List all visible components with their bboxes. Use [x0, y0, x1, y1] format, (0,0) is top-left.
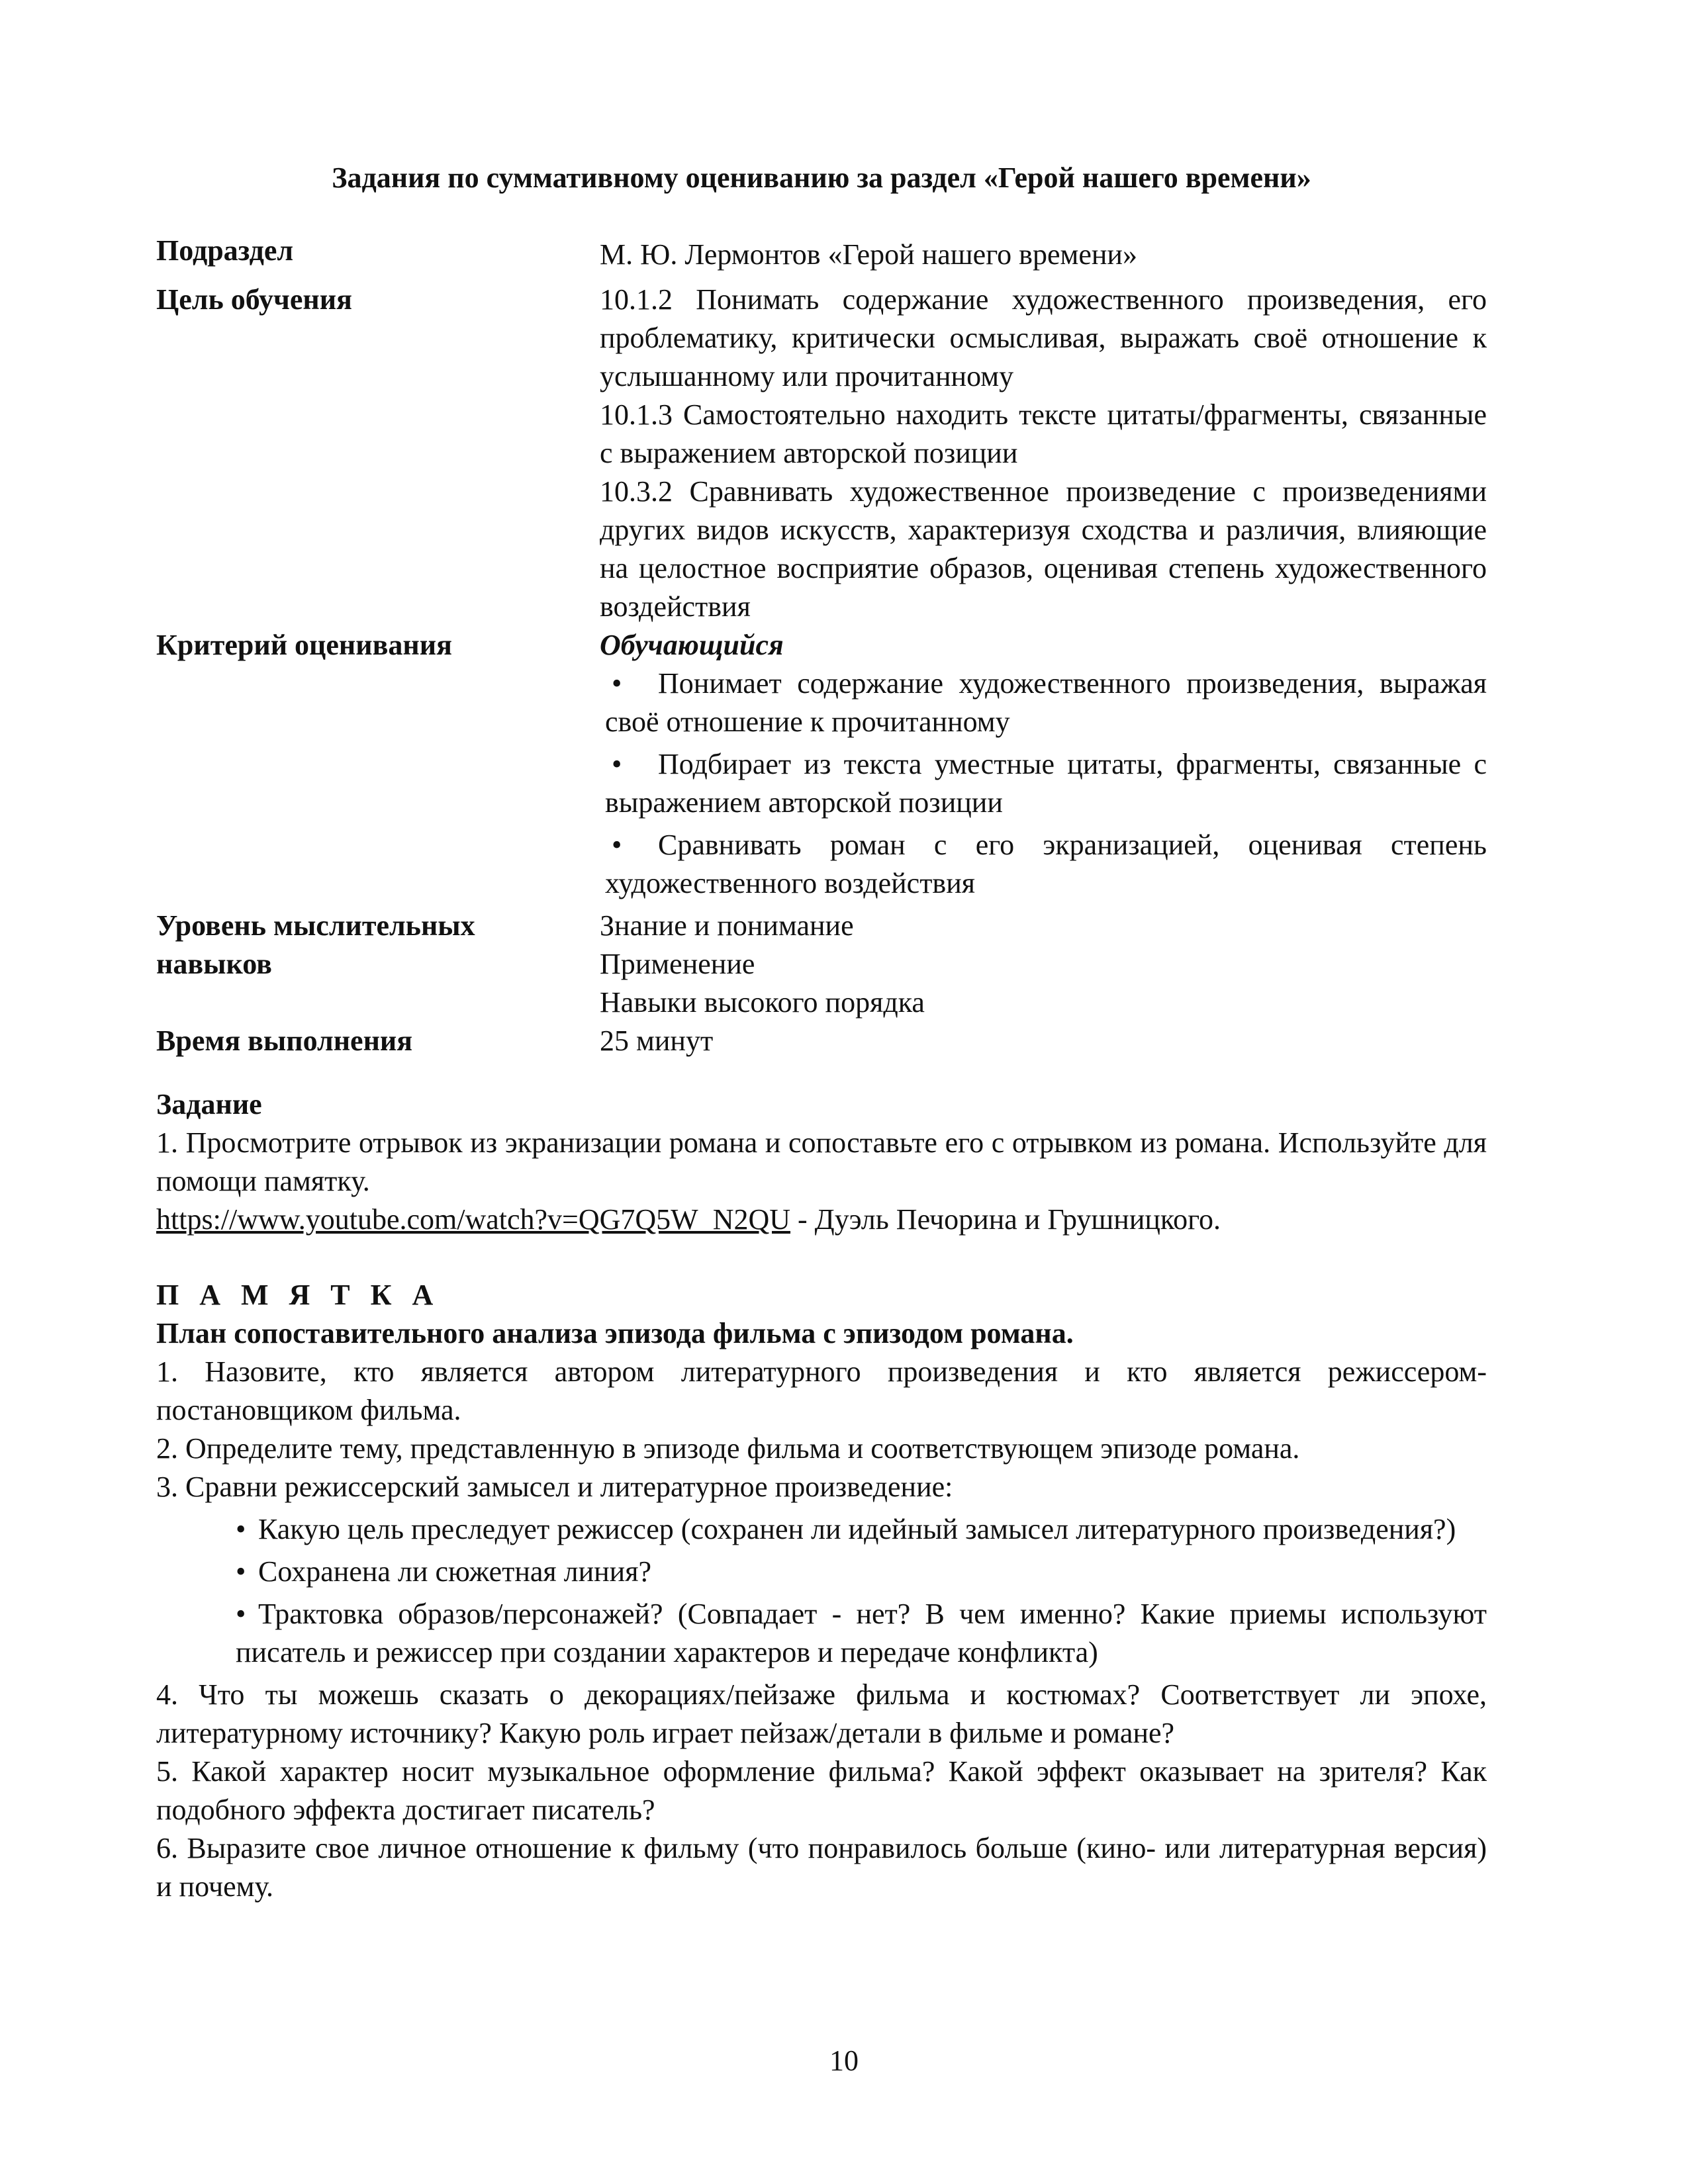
video-link-caption: - Дуэль Печорина и Грушницкого. — [790, 1203, 1221, 1236]
bullet-icon: • — [612, 748, 622, 780]
goal-list — [600, 281, 1487, 626]
task-section — [156, 1085, 1487, 1239]
criterion-text: Подбирает из текста уместные цитаты, фрагменты, связанные с выражением авторской позиции — [605, 748, 1487, 819]
bullet-icon: • — [236, 1598, 246, 1630]
memo-item: 4. Что ты можешь сказать о декорациях/пейзаже фильма и костюмах? Соответствует ли эпохе, литературному источнику? Какую роль играет пейзаж/детали в фильме и романе? — [156, 1678, 1487, 1749]
subsection-label: Подраздел — [156, 234, 294, 267]
bullet-icon: • — [612, 667, 622, 700]
subsection-row — [156, 232, 1487, 274]
memo-item: 2. Определите тему, представленную в эпизоде фильма и соответствующем эпизоде романа. — [156, 1432, 1300, 1465]
level-item: Применение — [600, 948, 755, 980]
subsection-value: М. Ю. Лермонтов «Герой нашего времени» — [600, 238, 1137, 271]
criterion-heading: Обучающийся — [600, 629, 784, 661]
memo-sub-text: Какую цель преследует режиссер (сохранен ли идейный замысел литературного произведения?) — [258, 1513, 1456, 1545]
memo-title: П А М Я Т К А — [156, 1279, 440, 1311]
criterion-text: Понимает содержание художественного произведения, выражая своё отношение к прочитанному — [605, 667, 1487, 738]
document-page — [156, 146, 1487, 1906]
level-item: Знание и понимание — [600, 909, 854, 942]
level-label-line: навыков — [156, 948, 272, 980]
memo-sub-text: Сохранена ли сюжетная линия? — [258, 1555, 651, 1588]
criterion-item — [605, 664, 1487, 741]
level-row — [156, 907, 1487, 1022]
criterion-row — [156, 626, 1487, 907]
memo-sub-item — [236, 1595, 1487, 1672]
task-text: 1. Просмотрите отрывок из экранизации романа и сопоставьте его с отрывком из романа. Используйте для помощи памятку. — [156, 1126, 1487, 1197]
level-label-line: Уровень мыслительных — [156, 909, 475, 942]
time-label: Время выполнения — [156, 1024, 413, 1057]
goal-label: Цель обучения — [156, 283, 352, 316]
memo-sub-list — [156, 1510, 1487, 1672]
memo-item: 1. Назовите, кто является автором литературного произведения и кто является режиссером-постановщиком фильма. — [156, 1355, 1487, 1426]
bullet-icon: • — [236, 1555, 246, 1588]
goal-item: 10.1.3 Самостоятельно находить тексте цитаты/фрагменты, связанные с выражением авторской позиции — [600, 398, 1487, 469]
bullet-icon: • — [236, 1513, 246, 1545]
memo-sub-item — [236, 1510, 1487, 1549]
memo-sub-item — [236, 1553, 1487, 1591]
criterion-label: Критерий оценивания — [156, 629, 452, 661]
memo-item: 3. Сравни режиссерский замысел и литературное произведение: — [156, 1471, 953, 1503]
goal-item: 10.3.2 Сравнивать художественное произведение с произведениями других видов искусств, характеризуя сходства и различия, влияющие на целостное восприятие образов, оценивая степень художественного воздействия — [600, 475, 1487, 623]
document-title: Задания по суммативному оцениванию за раздел «Герой нашего времени» — [332, 161, 1311, 194]
goal-item: 10.1.2 Понимать содержание художественного произведения, его проблематику, критически осмысливая, выражать своё отношение к услышанному или прочитанному — [600, 283, 1487, 392]
task-link-line — [156, 1201, 1487, 1239]
level-item: Навыки высокого порядка — [600, 986, 925, 1019]
criterion-text: Сравнивать роман с его экранизацией, оценивая степень художественного воздействия — [605, 829, 1487, 899]
goal-row — [156, 281, 1487, 626]
time-value: 25 минут — [600, 1024, 714, 1057]
memo-item: 6. Выразите свое личное отношение к фильму (что понравилось больше (кино- или литературная версия) и почему. — [156, 1832, 1487, 1903]
memo-list — [156, 1353, 1487, 1906]
level-label — [156, 907, 600, 983]
time-row — [156, 1022, 1487, 1060]
bullet-icon: • — [612, 829, 622, 861]
page-number: 10 — [829, 2044, 859, 2077]
video-link[interactable]: https://www.youtube.com/watch?v=QG7Q5W_N2QU — [156, 1203, 791, 1236]
task-heading: Задание — [156, 1088, 262, 1120]
plan-heading: План сопоставительного анализа эпизода фильма с эпизодом романа. — [156, 1317, 1074, 1349]
level-list — [600, 907, 1487, 1022]
memo-item: 5. Какой характер носит музыкальное оформление фильма? Какой эффект оказывает на зрителя? Как подобного эффекта достигает писатель? — [156, 1755, 1487, 1826]
criterion-item — [605, 745, 1487, 822]
criterion-item — [605, 826, 1487, 903]
memo-sub-text: Трактовка образов/персонажей? (Совпадает - нет? В чем именно? Какие приемы используют писатель и режиссер при создании характеров и передаче конфликта) — [236, 1598, 1487, 1668]
criterion-list — [600, 664, 1487, 903]
criterion-block — [600, 626, 1487, 907]
memo-section — [156, 1276, 1487, 1906]
